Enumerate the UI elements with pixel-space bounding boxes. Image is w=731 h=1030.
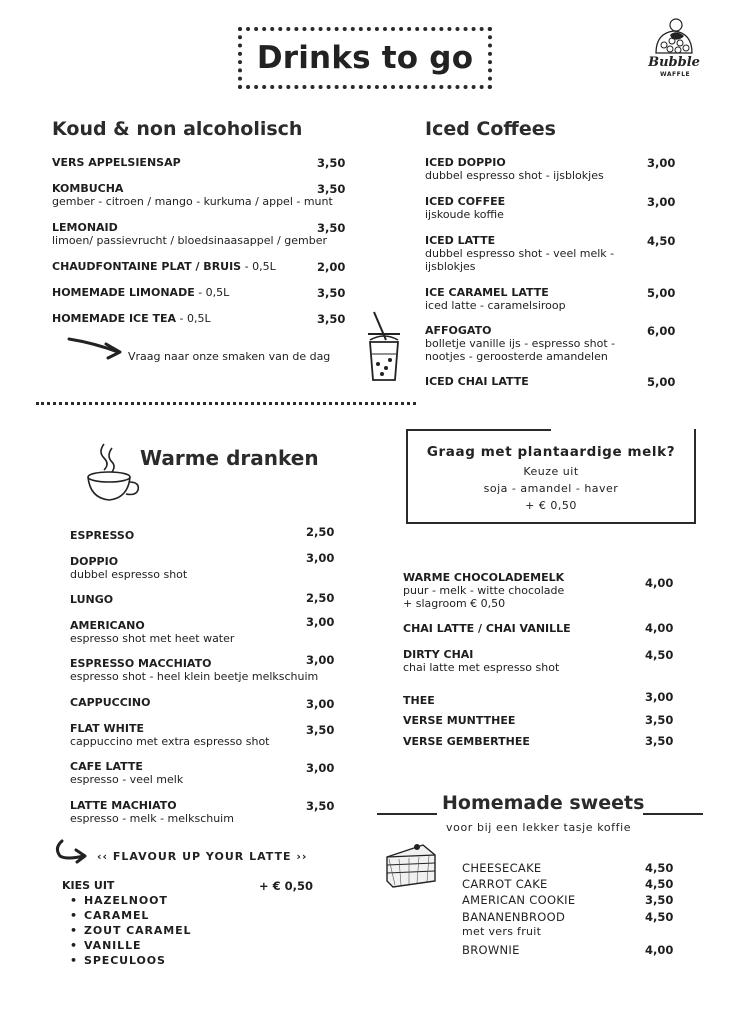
item-price: 3,00 — [647, 156, 676, 170]
item-name: CAPPUCCINO — [70, 696, 151, 709]
cold-item — [52, 312, 211, 325]
plant-milk-line: Keuze uit — [523, 465, 579, 478]
item-price: 3,00 — [645, 690, 674, 704]
kies-label-text: KIES UIT — [62, 879, 115, 892]
item-price: 3,50 — [645, 713, 674, 727]
item-description: espresso - melk - melkschuim — [70, 812, 234, 825]
iced-drink-cup-icon — [362, 310, 406, 384]
warm-item — [70, 760, 183, 786]
page-title: Drinks to go — [256, 40, 474, 76]
flavour-list — [70, 893, 191, 968]
item-name: DOPPIO — [70, 555, 119, 568]
bubble-waffle-logo — [642, 15, 706, 87]
cold-note: Vraag naar onze smaken van de dag — [128, 350, 331, 363]
sweet-item-price: 3,50 — [645, 893, 674, 907]
sweet-item-name: BROWNIE — [462, 943, 520, 957]
item-description-line2: + slagroom € 0,50 — [403, 597, 506, 610]
sweet-item-price: 4,00 — [645, 943, 674, 957]
item-name: THEE — [403, 694, 435, 707]
plant-milk-price: + € 0,50 — [525, 499, 577, 512]
warm-right-item — [403, 694, 435, 707]
cold-item — [52, 286, 229, 299]
item-description: espresso shot met heet water — [70, 632, 235, 645]
item-price: 2,50 — [306, 591, 335, 605]
item-price: 3,00 — [306, 653, 335, 667]
item-name: CAFE LATTE — [70, 760, 143, 773]
item-price: 4,00 — [645, 576, 674, 590]
item-description: cappuccino met extra espresso shot — [70, 735, 270, 748]
item-name: AFFOGATO — [425, 324, 492, 337]
warm-right-item — [403, 622, 571, 635]
item-name: KOMBUCHA — [52, 182, 124, 195]
item-name: FLAT WHITE — [70, 722, 144, 735]
item-price: 5,00 — [647, 286, 676, 300]
warm-right-item — [403, 648, 559, 674]
item-description: espresso - veel melk — [70, 773, 184, 786]
warm-item — [70, 799, 234, 825]
item-name: ESPRESSO — [70, 529, 135, 542]
item-description: chai latte met espresso shot — [403, 661, 560, 674]
item-description: iced latte - caramelsiroop — [425, 299, 566, 312]
item-price: 4,50 — [645, 648, 674, 662]
item-description: bolletje vanille ijs - espresso shot - — [425, 337, 616, 350]
sweet-item-price: 4,50 — [645, 861, 674, 875]
item-description-line2: ijsblokjes — [425, 260, 476, 273]
sweets-line-left — [377, 813, 437, 815]
plant-milk-title: Graag met plantaardige melk? — [426, 444, 676, 460]
flavour-item: • CARAMEL — [70, 908, 191, 923]
cold-item — [52, 156, 181, 169]
item-name: VERSE MUNTTHEE — [403, 714, 516, 727]
flavour-item: • SPECULOOS — [70, 953, 191, 968]
sweet-item-price: 4,50 — [645, 877, 674, 891]
item-description: puur - melk - witte chocolade — [403, 584, 565, 597]
item-name: HOMEMADE LIMONADE — [52, 286, 195, 299]
item-price: 3,00 — [306, 761, 335, 775]
item-name: VERSE GEMBERTHEE — [403, 735, 530, 748]
item-name: AMERICANO — [70, 619, 145, 632]
item-price: 5,00 — [647, 375, 676, 389]
logo-text: Bubble — [648, 55, 700, 70]
item-price: 3,50 — [306, 799, 335, 813]
warm-item — [70, 696, 150, 709]
flavour-item: • ZOUT CARAMEL — [70, 923, 191, 938]
plant-milk-options: soja - amandel - haver — [483, 482, 619, 495]
cold-section-title: Koud & non alcoholisch — [52, 118, 303, 140]
item-description: dubbel espresso shot - ijsblokjes — [425, 169, 604, 182]
item-description: dubbel espresso shot - veel melk - — [425, 247, 615, 260]
item-volume: - 0,5L — [241, 260, 276, 273]
item-price: 6,00 — [647, 324, 676, 338]
item-name: ICED LATTE — [425, 234, 496, 247]
cold-item — [52, 221, 327, 247]
item-price: 3,00 — [306, 697, 335, 711]
item-price: 3,00 — [647, 195, 676, 209]
warm-item — [70, 593, 113, 606]
warm-item — [70, 657, 318, 683]
arrow-icon — [66, 334, 126, 360]
item-price: 4,50 — [647, 234, 676, 248]
item-description: limoen/ passievrucht / bloedsinaasappel / gember — [52, 234, 327, 247]
item-name: ICED CHAI LATTE — [425, 375, 529, 388]
sweet-item-price: 4,50 — [645, 910, 674, 924]
item-price: 3,50 — [317, 312, 346, 326]
item-name: LUNGO — [70, 593, 114, 606]
flavour-item: • VANILLE — [70, 938, 191, 953]
sweet-item-name: CARROT CAKE — [462, 877, 548, 891]
warm-item — [70, 529, 134, 542]
item-price: 2,00 — [317, 260, 346, 274]
item-description: gember - citroen / mango - kurkuma / appel - munt — [52, 195, 333, 208]
iced-item — [425, 375, 529, 388]
warm-item — [70, 722, 270, 748]
kies-price: + € 0,50 — [259, 879, 314, 893]
flavour-item: • HAZELNOOT — [70, 893, 191, 908]
item-name: CHAUDFONTAINE PLAT / BRUIS — [52, 260, 242, 273]
item-name: LATTE MACHIATO — [70, 799, 177, 812]
sweets-subtitle: voor bij een lekker tasje koffie — [446, 821, 632, 834]
sweet-item-name: BANANENBROOD — [462, 910, 566, 924]
logo-subtext: WAFFLE — [660, 71, 691, 78]
coffee-cup-icon — [84, 440, 142, 504]
title-frame — [238, 27, 492, 89]
item-volume: - 0,5L — [176, 312, 211, 325]
item-name: VERS APPELSIENSAP — [52, 156, 181, 169]
item-price: 3,50 — [306, 723, 335, 737]
item-volume: - 0,5L — [194, 286, 230, 299]
warm-right-item — [403, 735, 530, 748]
item-price: 2,50 — [306, 525, 335, 539]
iced-item — [425, 156, 604, 182]
warm-item — [70, 619, 234, 645]
item-price: 3,00 — [306, 551, 335, 565]
sweets-line-right — [643, 813, 703, 815]
plant-box-topline — [406, 429, 551, 431]
item-price: 3,50 — [645, 734, 674, 748]
item-price: 3,50 — [317, 286, 346, 300]
iced-item — [425, 324, 615, 363]
sweet-item-name: AMERICAN COOKIE — [462, 893, 576, 907]
item-name: WARME CHOCOLADEMELK — [403, 571, 565, 584]
flavour-title: ‹‹ FLAVOUR UP YOUR LATTE ›› — [97, 850, 308, 863]
sweet-item-name: CHEESECAKE — [462, 861, 542, 875]
item-name: LEMONAID — [52, 221, 118, 234]
sweet-item-description: met vers fruit — [462, 925, 542, 938]
item-description: espresso shot - heel klein beetje melkschuim — [70, 670, 319, 683]
item-name: CHAI LATTE / CHAI VANILLE — [403, 622, 571, 635]
item-description: dubbel espresso shot — [70, 568, 188, 581]
warm-right-item — [403, 714, 515, 727]
kies-label — [62, 879, 114, 892]
waffle-illustration-icon — [642, 15, 706, 57]
section-divider — [36, 402, 416, 405]
item-name: ICED DOPPIO — [425, 156, 506, 169]
cold-item — [52, 260, 276, 273]
item-name: ICED COFFEE — [425, 195, 506, 208]
curved-arrow-icon — [52, 838, 92, 864]
warm-right-item — [403, 571, 564, 610]
item-price: 3,50 — [317, 182, 346, 196]
item-name: ICE CARAMEL LATTE — [425, 286, 549, 299]
cold-item — [52, 182, 333, 208]
sweets-section-title: Homemade sweets — [442, 792, 645, 814]
item-name: DIRTY CHAI — [403, 648, 474, 661]
item-price: 3,00 — [306, 615, 335, 629]
iced-section-title: Iced Coffees — [425, 118, 556, 140]
item-price: 3,50 — [317, 221, 346, 235]
cake-slice-icon — [383, 841, 439, 891]
iced-item — [425, 195, 505, 221]
item-name: ESPRESSO MACCHIATO — [70, 657, 212, 670]
iced-item — [425, 234, 614, 273]
item-description: ijskoude koffie — [425, 208, 504, 221]
item-name: HOMEMADE ICE TEA — [52, 312, 176, 325]
item-price: 4,00 — [645, 621, 674, 635]
item-description-line2: nootjes - geroosterde amandelen — [425, 350, 608, 363]
warm-section-title: Warme dranken — [140, 446, 319, 470]
item-price: 3,50 — [317, 156, 346, 170]
iced-item — [425, 286, 566, 312]
warm-item — [70, 555, 187, 581]
